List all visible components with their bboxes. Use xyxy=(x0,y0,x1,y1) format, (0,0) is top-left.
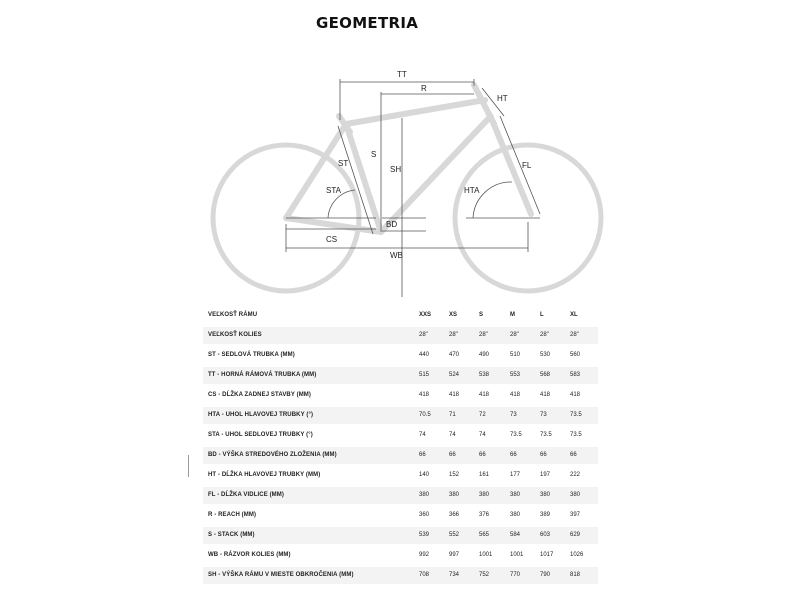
row-value: 708 xyxy=(419,572,430,578)
bike-frame xyxy=(286,85,531,232)
row-label: HTA - UHOL HLAVOVEJ TRUBKY (°) xyxy=(208,412,314,418)
edge-mark xyxy=(188,455,189,477)
row-value: 553 xyxy=(510,372,521,378)
row-value: 629 xyxy=(570,532,581,538)
row-value: 418 xyxy=(540,392,551,398)
row-label: TT - HORNÁ RÁMOVÁ TRUBKA (MM) xyxy=(208,372,317,378)
label-r: R xyxy=(421,84,427,93)
row-value: 66 xyxy=(540,452,547,458)
row-label: VEĽKOSŤ KOLIES xyxy=(208,332,262,338)
row-label: STA - UHOL SEDLOVEJ TRUBKY (°) xyxy=(208,432,313,438)
row-value: 71 xyxy=(449,412,456,418)
row-value: 28" xyxy=(540,332,549,338)
row-value: 790 xyxy=(540,572,551,578)
row-value: 73.5 xyxy=(570,412,582,418)
row-label: R - REACH (MM) xyxy=(208,512,257,518)
row-value: 440 xyxy=(419,352,430,358)
row-value: 418 xyxy=(449,392,460,398)
row-value: 366 xyxy=(449,512,460,518)
row-value: 380 xyxy=(510,492,521,498)
row-value: 565 xyxy=(479,532,490,538)
table-row xyxy=(203,347,598,364)
row-value: 222 xyxy=(570,472,581,478)
row-value: 73.5 xyxy=(510,432,522,438)
row-value: 70.5 xyxy=(419,412,431,418)
table-row xyxy=(203,527,598,544)
row-value: 380 xyxy=(449,492,460,498)
row-value: 389 xyxy=(540,512,551,518)
table-row xyxy=(203,467,598,484)
row-value: 161 xyxy=(479,472,490,478)
row-label: FL - DĹŽKA VIDLICE (MM) xyxy=(208,492,284,498)
row-label: HT - DĹŽKA HLAVOVEJ TRUBKY (MM) xyxy=(208,472,321,478)
row-value: 510 xyxy=(510,352,521,358)
row-value: 197 xyxy=(540,472,551,478)
row-value: 380 xyxy=(570,492,581,498)
row-value: 66 xyxy=(449,452,456,458)
row-value: 752 xyxy=(479,572,490,578)
row-value: 73 xyxy=(510,412,517,418)
row-value: 28" xyxy=(510,332,519,338)
table-row xyxy=(203,547,598,564)
row-value: 380 xyxy=(510,512,521,518)
label-wb: WB xyxy=(390,251,403,260)
row-value: 490 xyxy=(479,352,490,358)
row-value: 524 xyxy=(449,372,460,378)
row-label: SH - VÝŠKA RÁMU V MIESTE OBKROČENIA (MM) xyxy=(208,572,354,578)
row-value: 74 xyxy=(449,432,456,438)
row-label: CS - DĹŽKA ZADNEJ STAVBY (MM) xyxy=(208,392,312,398)
header-size: L xyxy=(540,312,544,318)
row-value: 568 xyxy=(540,372,551,378)
header-size: XS xyxy=(449,312,458,318)
row-value: 360 xyxy=(419,512,430,518)
row-value: 1001 xyxy=(510,552,524,558)
row-label: S - STACK (MM) xyxy=(208,532,255,538)
label-ht: HT xyxy=(497,94,508,103)
row-label: BD - VÝŠKA STREDOVÉHO ZLOŽENIA (MM) xyxy=(208,452,337,458)
row-value: 418 xyxy=(419,392,430,398)
table-row xyxy=(203,367,598,384)
label-st: ST xyxy=(338,159,349,168)
row-value: 140 xyxy=(419,472,430,478)
row-value: 28" xyxy=(419,332,428,338)
row-value: 152 xyxy=(449,472,460,478)
row-value: 418 xyxy=(510,392,521,398)
row-value: 66 xyxy=(510,452,517,458)
table-row xyxy=(203,447,598,464)
row-value: 515 xyxy=(419,372,430,378)
row-label: WB - RÁZVOR KOLIES (MM) xyxy=(208,552,291,558)
row-value: 992 xyxy=(419,552,430,558)
label-s: S xyxy=(371,150,377,159)
row-value: 28" xyxy=(479,332,488,338)
row-value: 177 xyxy=(510,472,521,478)
row-value: 397 xyxy=(570,512,581,518)
row-value: 530 xyxy=(540,352,551,358)
row-value: 28" xyxy=(570,332,579,338)
table-row xyxy=(203,407,598,424)
row-value: 28" xyxy=(449,332,458,338)
row-value: 73.5 xyxy=(540,432,552,438)
row-value: 418 xyxy=(570,392,581,398)
row-value: 734 xyxy=(449,572,460,578)
row-value: 73.5 xyxy=(570,432,582,438)
row-value: 539 xyxy=(419,532,430,538)
row-value: 66 xyxy=(570,452,577,458)
table-row xyxy=(203,427,598,444)
label-tt: TT xyxy=(397,70,407,79)
row-value: 1026 xyxy=(570,552,584,558)
row-value: 380 xyxy=(540,492,551,498)
header-size: XL xyxy=(570,312,578,318)
header-size: M xyxy=(510,312,515,318)
row-value: 552 xyxy=(449,532,460,538)
table-header-row xyxy=(203,307,598,324)
geometry-table xyxy=(203,307,598,587)
row-label: ST - SEDLOVÁ TRUBKA (MM) xyxy=(208,352,295,358)
row-value: 1001 xyxy=(479,552,493,558)
table-row xyxy=(203,387,598,404)
row-value: 66 xyxy=(479,452,486,458)
label-sh: SH xyxy=(390,165,402,174)
table-row xyxy=(203,327,598,344)
label-sta: STA xyxy=(326,186,341,195)
row-value: 418 xyxy=(479,392,490,398)
row-value: 770 xyxy=(510,572,521,578)
page-title: GEOMETRIA xyxy=(316,14,419,32)
label-fl: FL xyxy=(522,161,532,170)
row-value: 818 xyxy=(570,572,581,578)
label-hta: HTA xyxy=(464,186,480,195)
header-size: XXS xyxy=(419,312,432,318)
row-value: 560 xyxy=(570,352,581,358)
table-row xyxy=(203,487,598,504)
row-value: 66 xyxy=(419,452,426,458)
label-bd: BD xyxy=(386,220,398,229)
row-value: 603 xyxy=(540,532,551,538)
row-value: 380 xyxy=(479,492,490,498)
row-value: 1017 xyxy=(540,552,554,558)
row-value: 74 xyxy=(479,432,486,438)
row-value: 470 xyxy=(449,352,460,358)
row-value: 583 xyxy=(570,372,581,378)
header-label: VEĽKOSŤ RÁMU xyxy=(208,312,258,318)
row-value: 376 xyxy=(479,512,490,518)
row-value: 584 xyxy=(510,532,521,538)
table-row xyxy=(203,567,598,584)
row-value: 538 xyxy=(479,372,490,378)
row-value: 72 xyxy=(479,412,486,418)
row-value: 73 xyxy=(540,412,547,418)
table-row xyxy=(203,507,598,524)
header-size: S xyxy=(479,312,484,318)
row-value: 997 xyxy=(449,552,460,558)
row-value: 74 xyxy=(419,432,426,438)
row-value: 380 xyxy=(419,492,430,498)
label-cs: CS xyxy=(326,235,338,244)
